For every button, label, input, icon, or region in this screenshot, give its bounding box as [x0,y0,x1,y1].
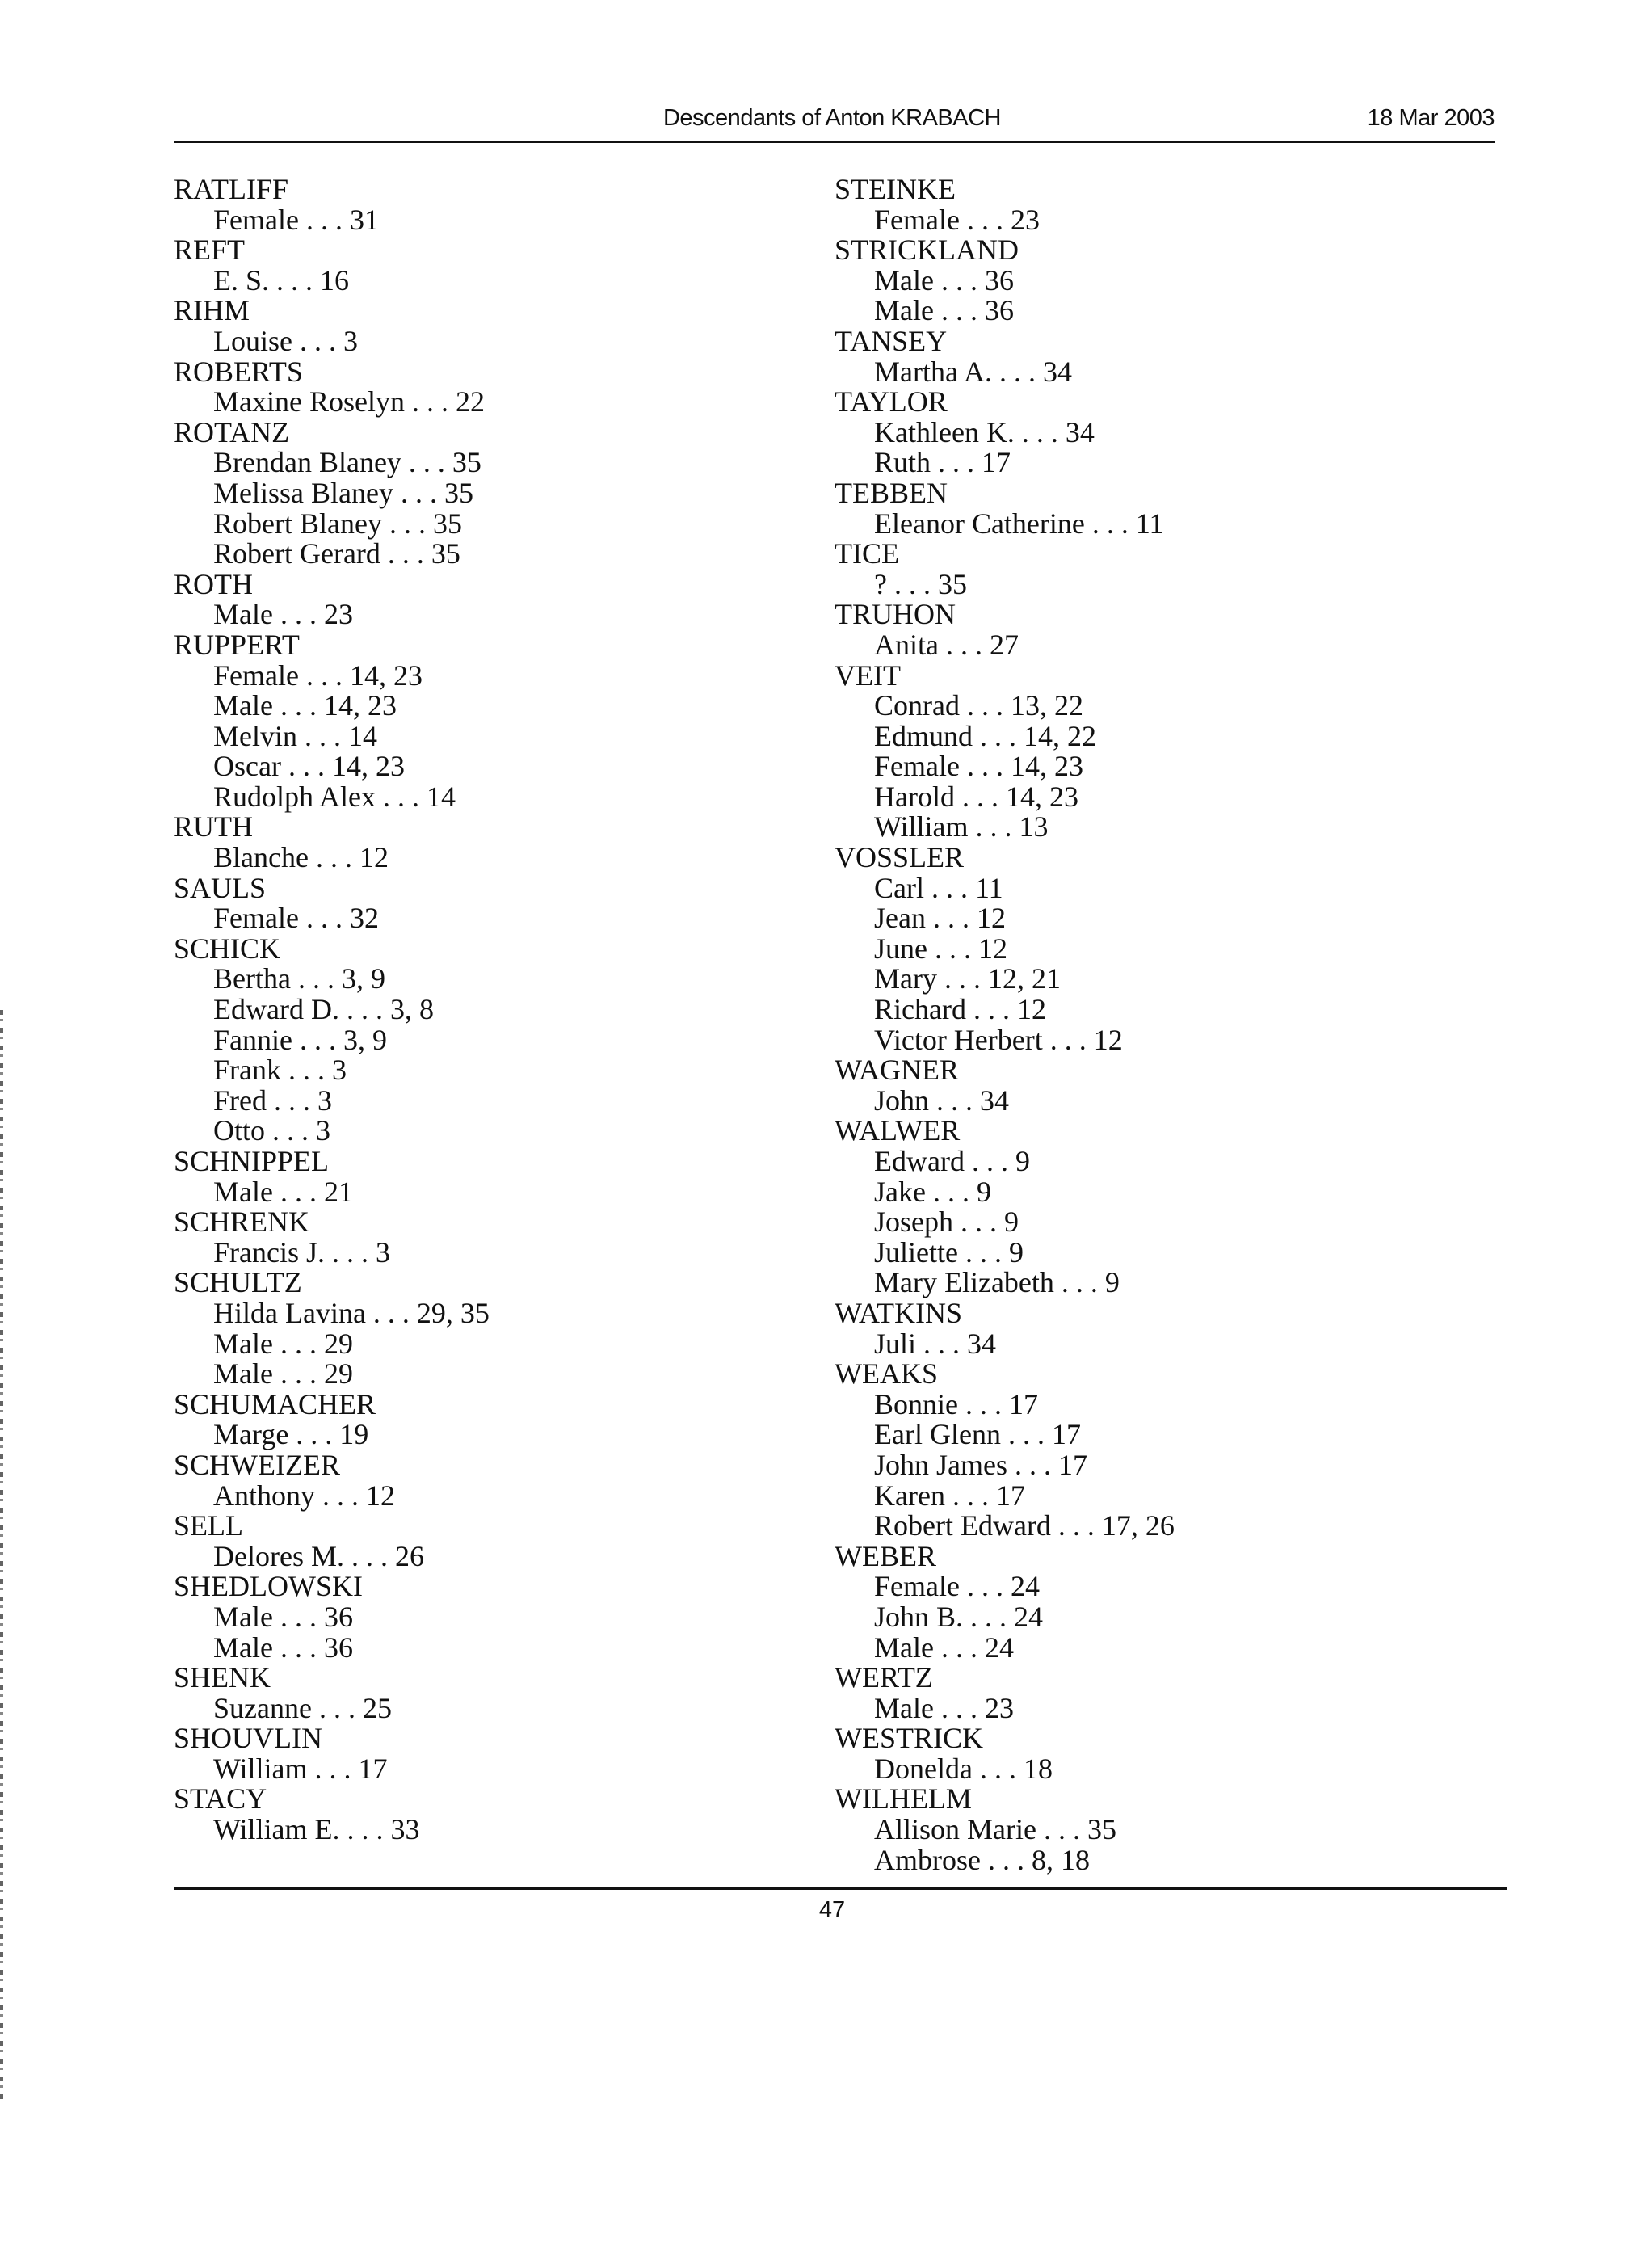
index-entry: Female . . . 31 [213,203,379,236]
index-entry: Kathleen K. . . . 34 [874,415,1095,448]
index-entry: Male . . . 21 [213,1175,353,1208]
index-entry: Melvin . . . 14 [213,719,377,752]
index-entry: Blanche . . . 12 [213,841,389,874]
index-entry: Conrad . . . 13, 22 [874,689,1083,722]
index-entry: Edmund . . . 14, 22 [874,719,1096,752]
index-surname: STACY [174,1782,267,1816]
index-entry: June . . . 12 [874,932,1007,965]
index-surname: SCHULTZ [174,1266,302,1299]
index-entry: Bertha . . . 3, 9 [213,962,385,995]
index-entry: Jean . . . 12 [874,902,1006,935]
index-entry: Bonnie . . . 17 [874,1387,1038,1420]
scan-edge-artifact [0,1010,3,2101]
page-number: 47 [818,1897,846,1923]
index-entry: Female . . . 32 [213,902,379,935]
index-surname: WALWER [835,1114,961,1147]
index-entry: Male . . . 24 [874,1631,1014,1664]
index-entry: Mary Elizabeth . . . 9 [874,1266,1120,1299]
index-entry: Male . . . 36 [874,294,1014,327]
index-surname: TICE [835,537,899,570]
index-entry: Eleanor Catherine . . . 11 [874,507,1164,540]
index-surname: WERTZ [835,1661,933,1694]
index-surname: SCHUMACHER [174,1387,376,1420]
index-entry: Delores M. . . . 26 [213,1539,424,1572]
index-surname: SHEDLOWSKI [174,1570,363,1603]
index-entry: Harold . . . 14, 23 [874,780,1078,813]
index-surname: REFT [174,234,246,267]
index-entry: Hilda Lavina . . . 29, 35 [213,1296,490,1329]
index-entry: Allison Marie . . . 35 [874,1813,1116,1846]
index-entry: Karen . . . 17 [874,1479,1025,1512]
index-surname: SCHWEIZER [174,1448,340,1481]
index-entry: Victor Herbert . . . 12 [874,1023,1123,1056]
index-surname: SCHNIPPEL [174,1145,330,1177]
index-surname: RUPPERT [174,628,300,661]
index-entry: Melissa Blaney . . . 35 [213,476,473,509]
index-entry: Marge . . . 19 [213,1418,369,1451]
index-entry: Male . . . 14, 23 [213,689,397,722]
index-column-right [835,175,1497,1875]
index-entry: Edward D. . . . 3, 8 [213,993,434,1026]
index-entry: Ruth . . . 17 [874,446,1011,479]
index-surname: ROTANZ [174,415,290,448]
index-entry: William . . . 13 [874,810,1049,844]
index-surname: WAGNER [835,1054,959,1087]
index-entry: John . . . 34 [874,1084,1010,1117]
index-entry: William . . . 17 [213,1752,388,1785]
index-surname: VEIT [835,659,901,692]
index-surname: ROBERTS [174,355,303,388]
index-surname: TRUHON [835,598,956,631]
index-entry: Anita . . . 27 [874,628,1019,661]
index-entry: Joseph . . . 9 [874,1206,1019,1239]
index-entry: Brendan Blaney . . . 35 [213,446,481,479]
index-entry: Juliette . . . 9 [874,1235,1024,1269]
index-entry: Robert Edward . . . 17, 26 [874,1509,1175,1542]
document-date: 18 Mar 2003 [1367,105,1495,131]
index-entry: Jake . . . 9 [874,1175,991,1208]
index-surname: WILHELM [835,1782,972,1816]
index-entry: Maxine Roselyn . . . 22 [213,385,485,419]
index-entry: Robert Blaney . . . 35 [213,507,462,540]
index-entry: Anthony . . . 12 [213,1479,395,1512]
index-surname: ROTH [174,567,253,600]
index-surname: WEBER [835,1539,936,1572]
index-column-left [174,175,788,1845]
index-entry: Ambrose . . . 8, 18 [874,1843,1090,1876]
index-surname: WEAKS [835,1357,938,1391]
index-surname: SCHICK [174,932,281,965]
index-entry: Male . . . 36 [213,1600,353,1633]
index-entry: Female . . . 24 [874,1570,1040,1603]
index-entry: Otto . . . 3 [213,1114,331,1147]
index-entry: Male . . . 36 [213,1631,353,1664]
index-entry: Edward . . . 9 [874,1145,1030,1177]
index-entry: John James . . . 17 [874,1448,1087,1481]
index-entry: John B. . . . 24 [874,1600,1044,1633]
index-entry: Carl . . . 11 [874,871,1003,904]
index-entry: Earl Glenn . . . 17 [874,1418,1081,1451]
index-entry: Mary . . . 12, 21 [874,962,1061,995]
index-surname: STEINKE [835,173,956,205]
index-entry: Donelda . . . 18 [874,1752,1053,1785]
index-surname: STRICKLAND [835,234,1019,267]
index-surname: SHOUVLIN [174,1722,322,1755]
index-entry: Male . . . 23 [213,598,353,631]
index-entry: Fannie . . . 3, 9 [213,1023,387,1056]
index-surname: TAYLOR [835,385,948,419]
index-entry: Male . . . 29 [213,1327,353,1360]
index-surname: SELL [174,1509,243,1542]
index-surname: WATKINS [835,1296,962,1329]
index-entry: Male . . . 36 [874,263,1014,297]
index-entry: ? . . . 35 [874,567,967,600]
index-surname: TEBBEN [835,476,948,509]
index-entry: Male . . . 29 [213,1357,353,1391]
index-surname: WESTRICK [835,1722,983,1755]
index-surname: RATLIFF [174,173,289,205]
index-entry: Frank . . . 3 [213,1054,347,1087]
index-entry: E. S. . . . 16 [213,263,350,297]
index-entry: Louise . . . 3 [213,324,358,357]
index-entry: Female . . . 14, 23 [213,659,423,692]
index-entry: Oscar . . . 14, 23 [213,750,405,783]
index-surname: RUTH [174,810,253,844]
index-entry: William E. . . . 33 [213,1813,420,1846]
index-surname: SCHRENK [174,1206,310,1239]
index-entry: Male . . . 23 [874,1691,1014,1724]
index-entry: Suzanne . . . 25 [213,1691,392,1724]
index-entry: Martha A. . . . 34 [874,355,1072,388]
index-entry: Juli . . . 34 [874,1327,997,1360]
index-entry: Rudolph Alex . . . 14 [213,780,456,813]
index-entry: Female . . . 14, 23 [874,750,1083,783]
index-surname: SAULS [174,871,267,904]
index-surname: SHENK [174,1661,271,1694]
index-entry: Francis J. . . . 3 [213,1235,390,1269]
index-surname: VOSSLER [835,841,965,874]
index-surname: RIHM [174,294,250,327]
document-title: Descendants of Anton KRABACH [662,105,1001,131]
header-divider [174,141,1495,143]
footer-divider [174,1887,1507,1890]
index-entry: Robert Gerard . . . 35 [213,537,460,570]
index-entry: Fred . . . 3 [213,1084,332,1117]
index-surname: TANSEY [835,324,948,357]
index-entry: Richard . . . 12 [874,993,1046,1026]
index-entry: Female . . . 23 [874,203,1040,236]
